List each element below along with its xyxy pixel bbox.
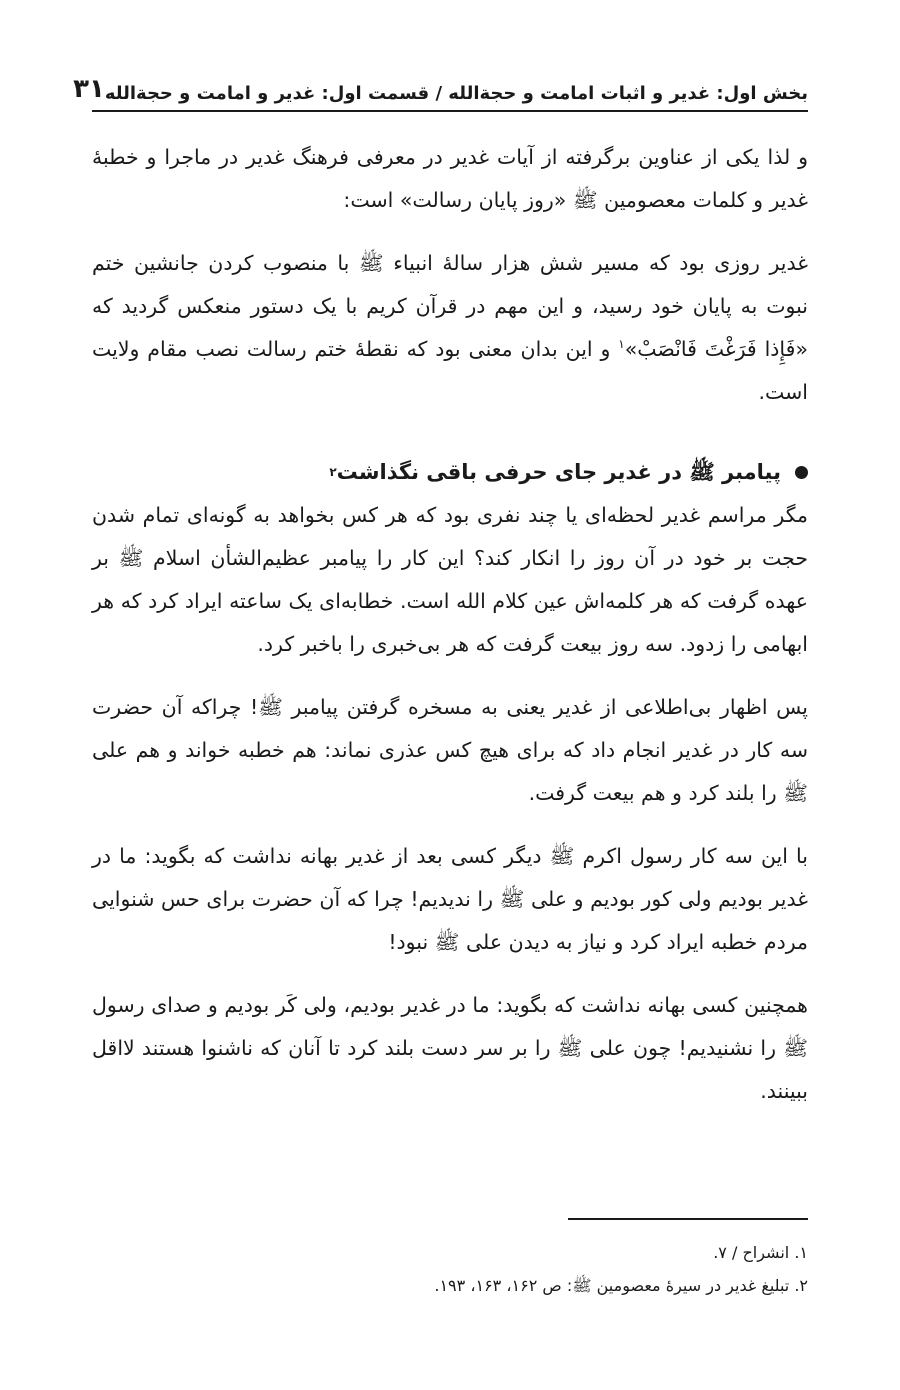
running-header (73, 60, 808, 112)
section-heading-text: پیامبر ﷺ در غدیر جای حرفی باقی نگذاشت (336, 460, 781, 484)
paragraph (92, 242, 808, 414)
page-number: ۳۱ (73, 74, 105, 104)
body-text (92, 136, 808, 1113)
footnote-marker: ۱ (618, 337, 625, 352)
paragraph: همچنین کسی بهانه نداشت که بگوید: ما در غدیر بودیم، ولی کَر بودیم و صدای رسول ﷺ را نشنیدیم! چون علی ﷺ را بر سر دست بلند کرد تا آنان که ناشنوا هستند لااقل ببینند. (92, 993, 808, 1103)
book-page (73, 60, 808, 1295)
footnote: ۲. تبلیغ غدیر در سیرهٔ معصومین ﷺ: ص ۱۶۲، ۱۶۳، ۱۹۳. (434, 1276, 808, 1295)
paragraph: مگر مراسم غدیر لحظه‌ای یا چند نفری بود که هر کس بخواهد به گونه‌ای تمام شدن حجت بر خود در آن روز را انکار کند؟ این کار را پیامبر عظیم‌الشأن اسلام ﷺ بر عهده گرفت که هر کلمه‌اش عین کلام الله است. خطابه‌ای یک ساعته ایراد کرد که هر ابهامی را زدود. سه روز بیعت گرفت که هر بی‌خبری را باخبر کرد. (92, 503, 808, 656)
section-heading: پیامبر ﷺ در غدیر جای حرفی باقی نگذاشت ۲ (92, 450, 808, 494)
paragraph-text: و این بدان معنی بود که نقطهٔ ختم رسالت نصب مقام ولایت است. (92, 337, 808, 404)
paragraph-text: غدیر روزی بود که مسیر شش هزار سالهٔ انبیاء ﷺ با منصوب کردن جانشین ختم نبوت به پایان خود رسید، و این مهم در قرآن کریم با یک دستور منعکس گردید که «فَإِذا فَرَغْتَ فَانْصَبْ» (92, 251, 808, 361)
footnote-divider (568, 1218, 808, 1220)
paragraph: و لذا یکی از عناوین برگرفته از آیات غدیر در معرفی فرهنگ غدیر در ماجرا و خطبهٔ غدیر و کلمات معصومین ﷺ «روز پایان رسالت» است: (92, 145, 808, 212)
footnote: ۱. انشراح / ۷. (713, 1243, 808, 1262)
footnotes (92, 1236, 808, 1302)
running-title: بخش اول: غدیر و اثبات امامت و حجة‌الله / قسمت اول: غدیر و امامت و حجة‌الله (104, 83, 808, 104)
paragraph: پس اظهار بی‌اطلاعی از غدیر یعنی به مسخره گرفتن پیامبر ﷺ! چراکه آن حضرت سه کار در غدیر انجام داد که برای هیچ کس عذری نماند: هم خطبه خواند و هم علی ﷺ را بلند کرد و هم بیعت گرفت. (92, 695, 808, 805)
paragraph: با این سه کار رسول اکرم ﷺ دیگر کسی بعد از غدیر بهانه نداشت که بگوید: ما در غدیر بودیم ولی کور بودیم و علی ﷺ را ندیدیم! چرا که آن حضرت برای حس شنوایی مردم خطبه ایراد کرد و نیاز به دیدن علی ﷺ نبود! (92, 844, 808, 954)
bullet-icon (795, 466, 808, 479)
